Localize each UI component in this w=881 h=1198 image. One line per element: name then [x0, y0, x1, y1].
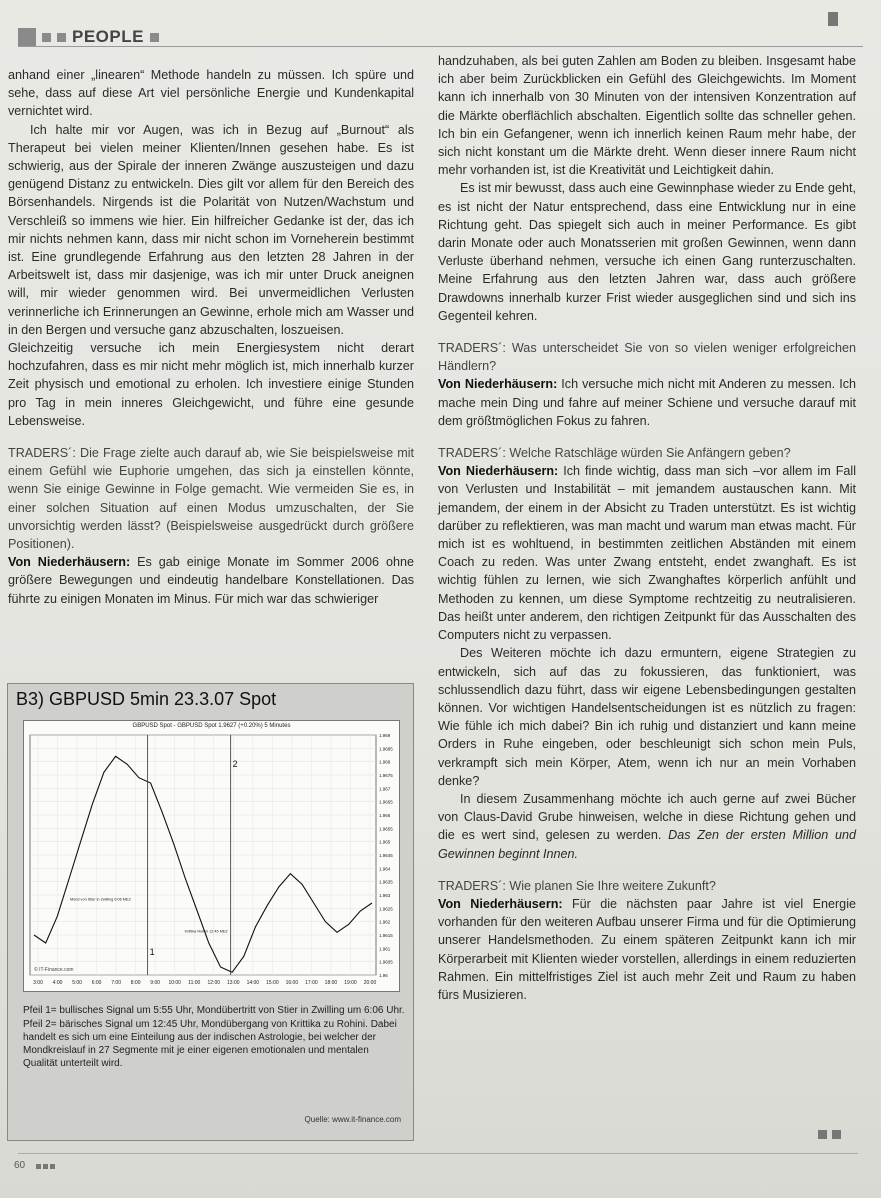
- interview-answer: [438, 375, 856, 430]
- paragraph: [438, 790, 856, 863]
- caption-line: Pfeil 1= bullisches Signal um 5:55 Uhr, Mondübertritt von Stier in Zwilling um 6:06 Uhr.: [23, 1005, 405, 1016]
- answer-speaker: Von Niederhäusern:: [438, 377, 558, 392]
- x-tick-label: 3:00: [33, 980, 43, 986]
- figure-source: Quelle: www.it-finance.com: [304, 1115, 401, 1124]
- y-tick-label: 1.965: [379, 839, 391, 845]
- interview-answer: [438, 462, 856, 644]
- price-chart: [23, 720, 400, 992]
- interview-question: TRADERS´: Wie planen Sie Ihre weitere Zukunft?: [438, 878, 716, 893]
- x-tick-label: 18:00: [324, 980, 338, 986]
- answer-text: Es gab einige Monate im Sommer 2006 ohne größere Bewegungen und eindeutig handelbare Konstellationen. Das führte zu einigen Monaten im Minus. Für mich war das schwieriger: [8, 555, 414, 606]
- footer-square-icon: [43, 1164, 48, 1169]
- header-square-icon: [42, 33, 51, 42]
- paragraph: anhand einer „linearen“ Methode handeln zu müssen. Ich spüre und sehe, dass auf diese Art viel persönliche Energie und Kundenkapital vernichtet wird.: [8, 68, 414, 119]
- arrow-2-label: 2: [232, 759, 238, 769]
- footer-square-icon: [36, 1164, 41, 1169]
- y-tick-label: 1.966: [379, 813, 391, 818]
- section-title: PEOPLE: [72, 27, 144, 46]
- x-tick-label: 14:00: [246, 980, 260, 986]
- right-column: [438, 52, 856, 1004]
- x-tick-label: 12:00: [207, 980, 221, 986]
- y-tick-label: 1.9615: [379, 933, 393, 938]
- y-tick-label: 1.969: [379, 733, 391, 738]
- figure-title: B3) GBPUSD 5min 23.3.07 Spot: [16, 689, 277, 709]
- interview-answer: [8, 553, 414, 608]
- moon-annotation-2: Krittika Rohini 12:45 MEZ: [184, 929, 228, 934]
- answer-speaker: Von Niederhäusern:: [438, 464, 559, 479]
- answer-text: Ich finde wichtig, dass man sich –vor allem im Fall von Verlusten und Instabilität – mit jemandem austauschen kann. Mit jemandem, der einem in der Absicht zu Traden unterstützt. Es ist wichtig darüber zu reflektieren, was man macht und warum man etwas macht. Für mich ist es wohltuend, in bestimmten zeitlichen Abständen mit einem Coach zu reden. Was unter Zwang entsteht, endet zwanghaft. Es ist wichtig fühlen zu lernen, wie sich Zwanghaftes körperlich anfühlt und Methoden zu kennen, um diese Symptome rechtzeitig zu neutralisieren. Das heißt unter anderem, den richtigen Zeitpunkt für das Ausschalten des Computers nicht zu verpassen.: [438, 464, 856, 643]
- footer-square-icon: [50, 1164, 55, 1169]
- footer-divider: [18, 1153, 858, 1154]
- page-number: 60: [14, 1160, 26, 1171]
- y-tick-label: 1.967: [379, 786, 391, 792]
- y-tick-label: 1.96: [379, 973, 388, 978]
- chart-figure: [7, 683, 414, 1141]
- x-tick-label: 16:00: [285, 980, 299, 986]
- y-tick-label: 1.961: [379, 946, 391, 952]
- header-square-icon: [18, 28, 36, 46]
- x-tick-label: 19:00: [344, 980, 357, 986]
- interview-question: TRADERS´: Die Frage zielte auch darauf ab, wie Sie beispielsweise mit einem Gefühl wie Euphorie umgehen, das sich ja einstellen könnte, wenn Sie einige Gewinne in Folge gemacht. Wie vermeiden Sie es, in einer solchen Situation auf einen Modus umzuschalten, der Sie unvorsichtig werden lässt? (Beispielsweise ausgedrückt durch größere Positionen).: [8, 446, 414, 552]
- paragraph: Gleichzeitig versuche ich mein Energiesystem nicht derart hochzufahren, dass es mir nicht mehr möglich ist, mich innerhalb kurzer Zeit physisch und emotional zu erholen. Ich investiere einige Stunden pro Tag in mein inneres Gleichgewicht, und führe eine gesunde Lebensweise.: [8, 341, 414, 428]
- arrow-1-label: 1: [149, 947, 155, 957]
- x-tick-label: 15:00: [266, 980, 279, 986]
- section-header: [18, 26, 159, 48]
- answer-speaker: Von Niederhäusern:: [8, 555, 131, 570]
- header-divider: [18, 46, 863, 47]
- end-square-icon: [832, 1130, 841, 1139]
- y-tick-label: 1.9675: [379, 773, 393, 778]
- y-tick-label: 1.968: [379, 759, 391, 765]
- moon-annotation-1: Mond von Stier in Zwilling 6:06 MEZ: [70, 897, 131, 902]
- answer-text: Für die nächsten paar Jahre ist viel Energie vorhanden für den weiteren Aufbau unserer Firma und für die Optimierung unserer Handelsmethoden. Zu einem späteren Zeitpunkt kann ich mir Körperarbeit mit Klienten wieder vorstellen, allerdings in einem reduzierten Rahmen. Ein mittelfristiges Ziel ist auch mehr Zeit und Raum zu haben fürs Musizieren.: [438, 896, 856, 1002]
- x-tick-label: 20:00: [363, 980, 377, 986]
- interview-question: TRADERS´: Was unterscheidet Sie von so vielen weniger erfolgreichen Händlern?: [438, 341, 856, 374]
- y-tick-label: 1.9655: [379, 826, 393, 832]
- price-line: [34, 756, 372, 972]
- x-tick-label: 7:00: [111, 980, 121, 986]
- x-tick-label: 4:00: [52, 980, 63, 986]
- y-tick-label: 1.9605: [379, 959, 393, 965]
- caption-line: Pfeil 2= bärisches Signal um 12:45 Uhr, Mondübergang von Krittika zu Rohini. Dabei handelt es sich um eine Einteilung aus der indischen Astrologie, bei welcher der Mondkreislauf in 27 Segmente mit je einer eigenen emotionalen und mentalen Qualität unterteilt wird.: [23, 1019, 397, 1069]
- x-tick-label: 11:00: [188, 980, 201, 986]
- chart-header: GBPUSD Spot - GBPUSD Spot 1.9627 (+0.20%) 5 Minutes: [132, 723, 291, 729]
- x-tick-label: 5:00: [72, 980, 82, 986]
- y-tick-label: 1.9685: [379, 746, 393, 752]
- y-tick-label: 1.9665: [379, 799, 393, 805]
- x-tick-label: 10:00: [168, 980, 181, 986]
- answer-text: Ich versuche mich nicht mit Anderen zu messen. Ich mache mein Ding und fahre auf meiner Schiene und versuche darauf mit dem größtmöglichen Fokus zu fahren.: [438, 377, 856, 428]
- corner-square-icon: [828, 12, 838, 26]
- y-tick-label: 1.963: [379, 893, 391, 898]
- y-tick-label: 1.964: [379, 866, 391, 872]
- paragraph-text: In diesem Zusammenhang möchte ich auch gerne auf zwei Bücher von Claus-David Grube hinweisen, welche in diese Richtung gehen und die es wert sind, gelesen zu werden.: [438, 791, 856, 843]
- x-tick-label: 9:00: [150, 980, 161, 986]
- left-column: [8, 66, 414, 608]
- chart-watermark: © IT-Finance.com: [34, 967, 74, 973]
- x-tick-label: 17:00: [305, 980, 318, 986]
- answer-speaker: Von Niederhäusern:: [438, 896, 563, 911]
- header-square-icon: [57, 33, 66, 42]
- y-tick-label: 1.9645: [379, 853, 393, 858]
- y-tick-label: 1.9635: [379, 879, 393, 885]
- figure-caption: [23, 1004, 405, 1071]
- interview-answer: [438, 895, 856, 1004]
- paragraph: Es ist mir bewusst, dass auch eine Gewinnphase wieder zu Ende geht, es ist nicht der Natur entsprechend, dass eine Entwicklung nur in eine Richtung geht. Das spiegelt sich auch in meiner Performance. Es gibt darin Monate oder auch Monatsserien mit großen Gewinnen, wenn dann Verluste überhand nehmen, versuche ich einen Gang runterzuschalten. Meine Erfahrung aus den letzten Jahren war, dass auch größere Drawdowns innerhalb kurzer Frist wieder ausgeglichen sind und sich ins Gegenteil kehren.: [438, 181, 856, 323]
- x-tick-label: 13:00: [227, 980, 240, 986]
- x-tick-label: 8:00: [130, 980, 141, 986]
- book-titles: Das Zen der ersten Million und Gewinnen beginnt Innen.: [438, 828, 857, 861]
- y-tick-label: 1.962: [379, 919, 391, 925]
- paragraph: handzuhaben, als bei guten Zahlen am Boden zu bleiben. Insgesamt habe ich aber beim Zurückblicken ein Gefühl des Gleichgewichts. Im Moment kann ich innerhalb von 30 Minuten von der intensiven Konzentration auf die Märkte oberflächlich abschalten. Eigentlich sollte das schneller gehen. Ich bin ein Gefangener, wenn ich innerlich keinen Raum mehr habe, der sich nicht konstant um die Märkte dreht. Wenn dieser innere Raum nicht mehr vorhanden ist, ist die Kreativität und Leichtigkeit dahin.: [438, 54, 856, 178]
- header-square-icon: [150, 33, 159, 42]
- x-tick-label: 6:00: [91, 980, 102, 986]
- end-square-icon: [818, 1130, 827, 1139]
- interview-question: TRADERS´: Welche Ratschläge würden Sie Anfängern geben?: [438, 446, 791, 461]
- paragraph: Des Weiteren möchte ich dazu ermuntern, eigene Strategien zu entwickeln, sich auf das zu fokussieren, das funktioniert, was schlussendlich dazu führt, dass wir eigene Lebensbedingungen gestalten können. Vor wichtigen Handelsentscheidungen ist es nützlich zu fragen: Wie fühle ich mich dabei? Bin ich ruhig und distanziert und kann meine Orders in Ruhe eingeben, oder beschleunigt sich schon mein Puls, verkrampft sich mein Körper, Atem, wenn ich nur an mein Vorhaben denke?: [438, 646, 856, 788]
- paragraph: Ich halte mir vor Augen, was ich in Bezug auf „Burnout“ als Therapeut bei vielen meiner Klienten/Innen gesehen habe. Es ist schwierig, aus der Spirale der inneren Zwänge auszusteigen und dazu genügend Distanz zu entwickeln. Dies gilt vor allem für den Bereich des Börsenhandels. Nirgends ist die Polarität von Nutzen/Wachstum und Verschleiß so immens wie hier. Ein hilfreicher Gedanke ist der, das ich mir nichts nehmen kann, dass mir nicht schon im Vorneherein bestimmt ist. Eine grundlegende Erfahrung aus den letzten 28 Jahren in der Arbeitswelt ist, dass mir dasjenige, was ich mir unter Druck aneignen will, mir wieder genommen wird. Bei unvermeidlichen Verlusten verinnerliche ich Erinnerungen an Gewinne, erhole mich am Wasser und in den Bergen und versuche ganz abzuschalten, loszueisen.: [8, 122, 414, 337]
- chart-svg: [24, 721, 399, 991]
- y-tick-label: 1.9625: [379, 906, 393, 912]
